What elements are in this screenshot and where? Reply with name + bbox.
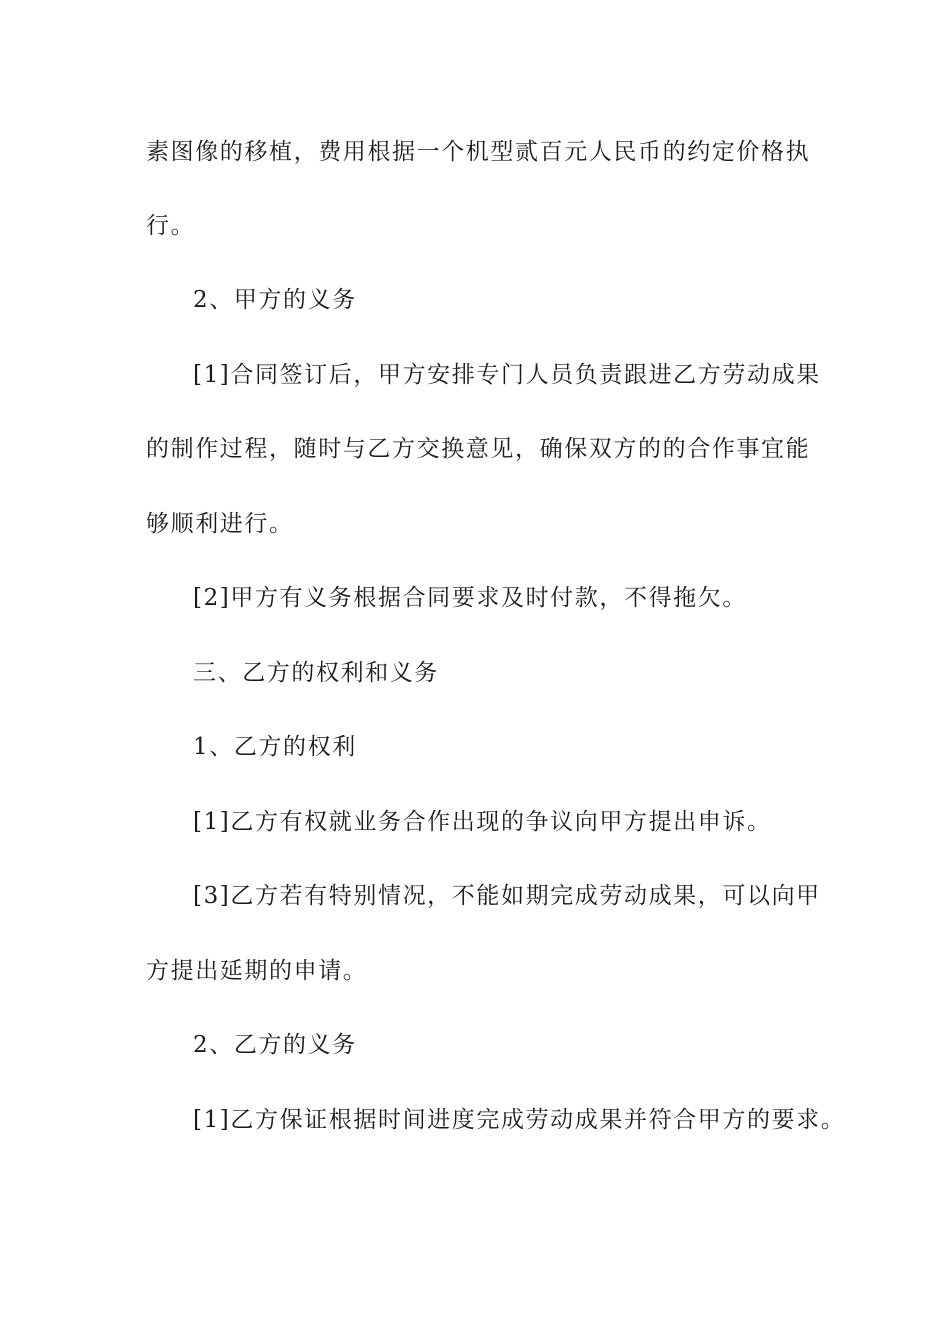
section-heading: 三、乙方的权利和义务 [193, 660, 439, 686]
paragraph-line: 素图像的移植，费用根据一个机型贰百元人民币的约定价格执 [146, 139, 811, 165]
section-heading: 1、乙方的权利 [193, 734, 357, 760]
section-heading: 2、乙方的义务 [193, 1032, 357, 1058]
paragraph-line: 的制作过程，随时与乙方交换意见，确保双方的的合作事宜能 [146, 436, 811, 462]
paragraph-line: [3]乙方若有特别情况，不能如期完成劳动成果，可以向甲 [193, 883, 821, 909]
paragraph-line: [1]乙方有权就业务合作出现的争议向甲方提出申诉。 [193, 809, 772, 835]
paragraph-line: [2]甲方有义务根据合同要求及时付款，不得拖欠。 [193, 585, 747, 611]
paragraph-line: [1]合同签订后，甲方安排专门人员负责跟进乙方劳动成果 [193, 362, 821, 388]
paragraph-line: 方提出延期的申请。 [146, 958, 368, 984]
paragraph-line: 行。 [146, 213, 196, 239]
paragraph-line: 够顺利进行。 [146, 511, 294, 537]
paragraph-line: [1]乙方保证根据时间进度完成劳动成果并符合甲方的要求。 [193, 1107, 846, 1133]
section-heading: 2、甲方的义务 [193, 287, 357, 313]
